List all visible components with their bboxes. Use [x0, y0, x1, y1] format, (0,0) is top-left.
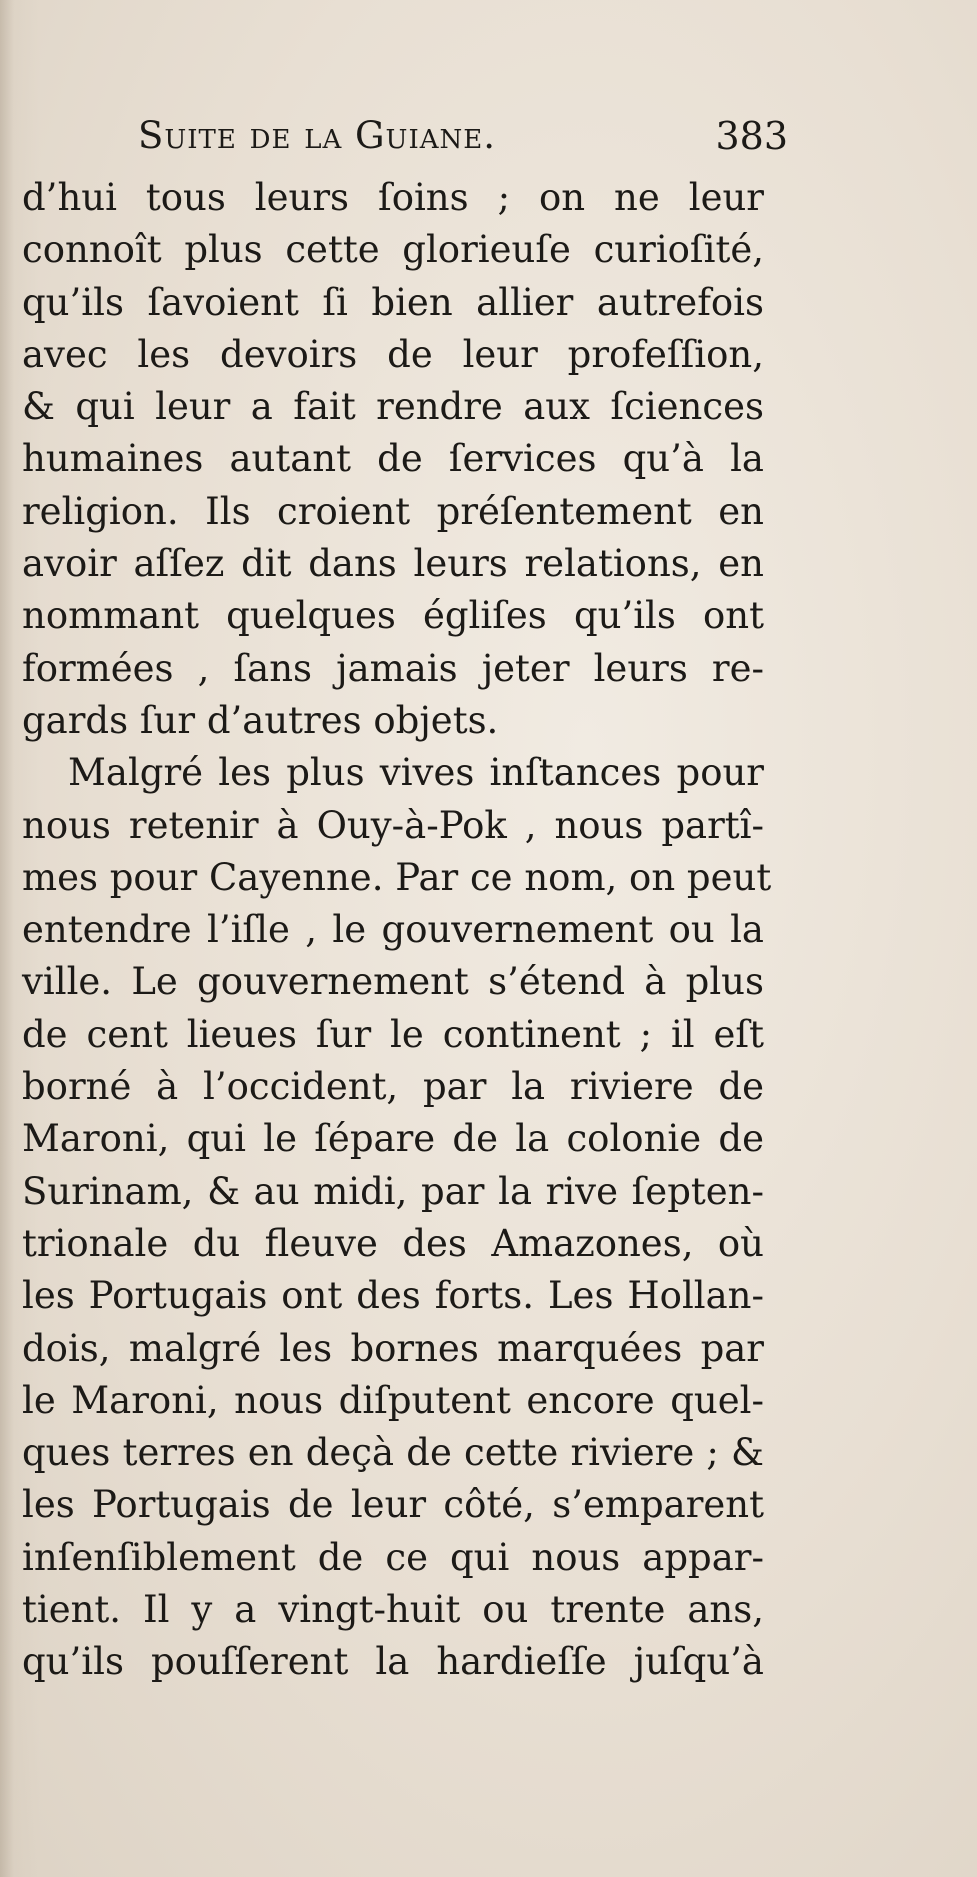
text-line: nous retenir à Ouy-à-Pok , nous partî-: [22, 803, 764, 847]
text-line: nommant quelques égliſes qu’ils ont: [22, 594, 764, 638]
text-line: humaines autant de ſervices qu’à la: [22, 437, 764, 481]
text-line: Surinam, & au midi, par la rive ſepten-: [22, 1169, 764, 1213]
text-line: de cent lieues ſur le continent ; il eſt: [22, 1012, 764, 1056]
text-line: & qui leur a fait rendre aux ſciences: [22, 385, 764, 429]
text-line: les Portugais ont des forts. Les Hollan-: [22, 1274, 764, 1318]
text-line: qu’ils pouſſerent la hardieſſe juſqu’à: [22, 1640, 764, 1684]
text-line: connoît plus cette glorieuſe curioſité,: [22, 228, 764, 272]
page-number: 383: [715, 114, 788, 158]
page-header: [138, 108, 806, 164]
text-line: ques terres en deçà de cette riviere ; &: [22, 1431, 764, 1475]
text-line: Malgré les plus vives inſtances pour: [68, 751, 764, 795]
text-line: trionale du fleuve des Amazones, où: [22, 1221, 764, 1265]
body-text: [22, 172, 772, 1689]
text-line: gards ſur d’autres objets.: [22, 698, 499, 742]
text-line: ville. Le gouvernement s’étend à plus: [22, 960, 764, 1004]
text-line: avec les devoirs de leur profeſſion,: [22, 332, 764, 376]
text-line: inſenſiblement de ce qui nous appar-: [22, 1535, 764, 1579]
text-line: les Portugais de leur côté, s’emparent: [22, 1483, 764, 1527]
text-line: le Maroni, nous diſputent encore quel-: [22, 1378, 764, 1422]
text-line: borné à l’occident, par la riviere de: [22, 1065, 764, 1109]
text-line: formées , ſans jamais jeter leurs re-: [22, 646, 764, 690]
text-line: d’hui tous leurs ſoins ; on ne leur: [22, 176, 764, 219]
text-line: qu’ils ſavoient ſi bien allier autrefois: [22, 280, 764, 324]
text-line: Maroni, qui le ſépare de la colonie de: [22, 1117, 764, 1161]
text-line: tient. Il y a vingt-huit ou trente ans,: [22, 1588, 764, 1632]
text-line: mes pour Cayenne. Par ce nom, on peut: [22, 855, 772, 899]
text-line: religion. Ils croient préſentement en: [22, 489, 764, 533]
text-line: dois, malgré les bornes marquées par: [22, 1326, 764, 1370]
text-line: entendre l’iſle , le gouvernement ou la: [22, 908, 764, 952]
running-title: Suite de la Guiane.: [138, 114, 497, 157]
text-line: avoir aſſez dit dans leurs relations, en: [22, 542, 764, 586]
